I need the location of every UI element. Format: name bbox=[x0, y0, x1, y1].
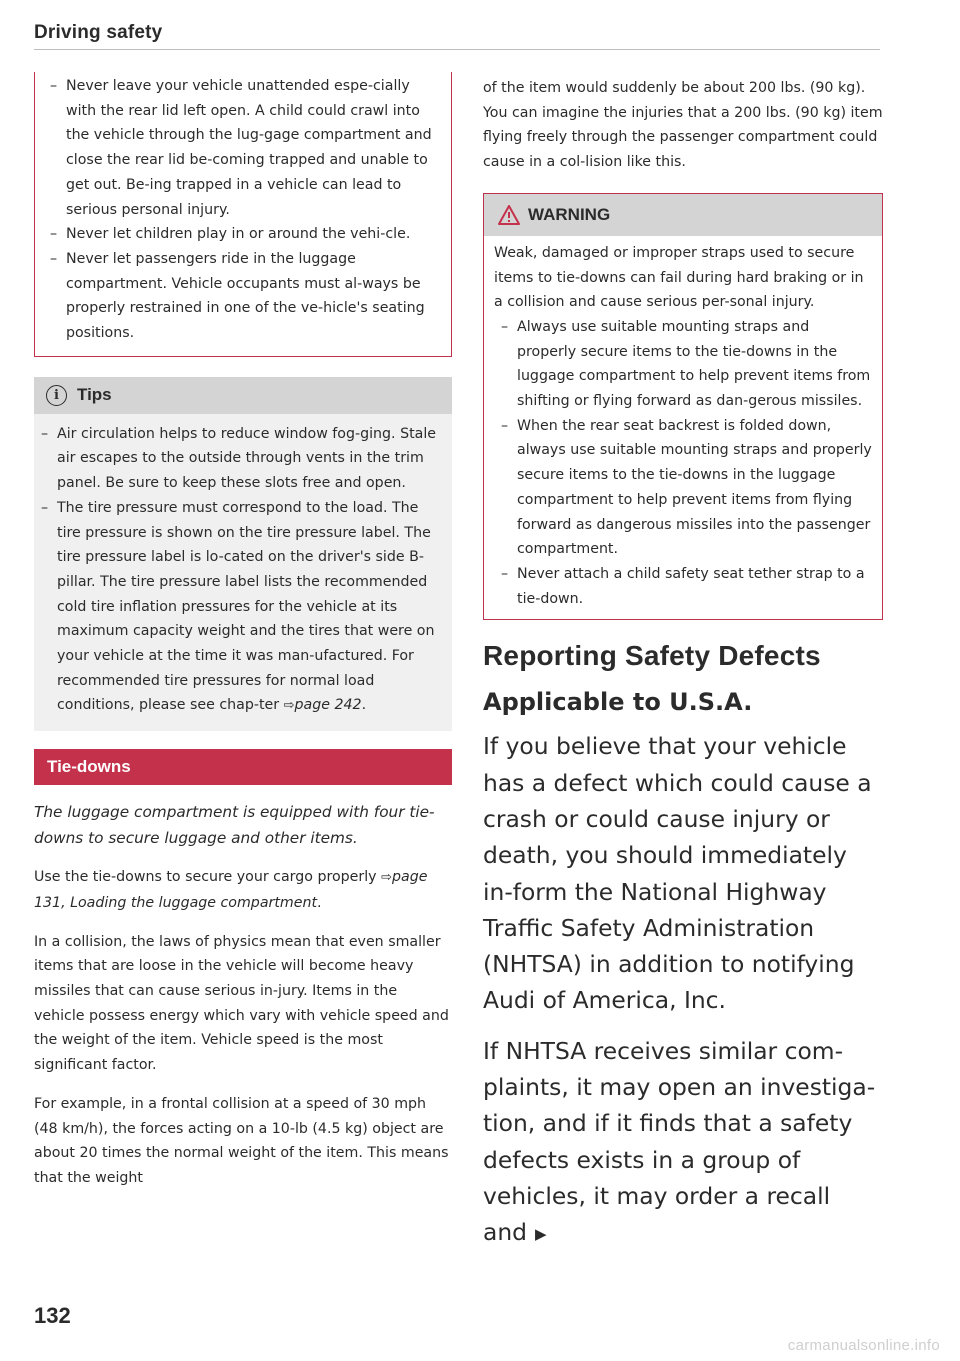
warning-item-2: When the rear seat backrest is folded down, always use suitable mounting straps and properly secure items to the tie-downs in the luggage compartment to help prevent items from flying forward as dangerous missiles into the passenger compartment. bbox=[517, 417, 872, 558]
list-item bbox=[494, 562, 872, 611]
page-reference-link[interactable]: page 242 bbox=[294, 697, 362, 714]
warning-body bbox=[484, 236, 882, 620]
continue-arrow-icon: ▶ bbox=[535, 1224, 547, 1243]
list-item bbox=[34, 496, 440, 719]
warning-header bbox=[484, 194, 882, 236]
reporting-paragraph-1: If you believe that your vehicle has a defect which could cause a crash or could cause injury or death, you should immediately in-form the National Highway Traffic Safety Administration (NHTSA) in addition to notifying Audi of America, Inc. bbox=[483, 732, 872, 1015]
warning-triangle-icon bbox=[498, 205, 520, 225]
tips-list bbox=[34, 422, 440, 719]
dash-bullet: – bbox=[501, 318, 509, 335]
tips-item-2: The tire pressure must correspond to the load. The tire pressure is shown on the tire pressure label. The tire pressure label is lo-cated on the driver's side B-pillar. The tire pressure label lists the recommended cold tire inflation pressures for the vehicle at its maximum capacity weight and the tires that were on your vehicle at the time it was man-ufactured. For recommended tire pressures for normal load conditions, please see chap-ter bbox=[57, 499, 435, 714]
page-header: Driving safety bbox=[34, 22, 163, 43]
header-divider bbox=[34, 49, 880, 50]
list-item bbox=[43, 222, 441, 247]
caution-list bbox=[43, 74, 441, 346]
tiedowns-paragraph-2: In a collision, the laws of physics mean that even smaller items that are loose in the vehicle will become heavy missiles that can cause serious in-jury. Items in the vehicle possess energy which vary with vehicle speed and the weight of the item. Vehicle speed is the most significant factor. bbox=[34, 933, 449, 1074]
dash-bullet: – bbox=[50, 78, 58, 94]
warning-list bbox=[494, 315, 872, 611]
tips-title: Tips bbox=[77, 385, 112, 405]
info-icon: i bbox=[46, 385, 67, 406]
continuation-paragraph: of the item would suddenly be about 200 lbs. (90 kg). You can imagine the injuries that a 200 lbs. (90 kg) item flying freely through the passenger compartment could cause in a col-lision like this. bbox=[483, 80, 883, 171]
warning-box bbox=[483, 193, 883, 621]
page-number: 132 bbox=[34, 1303, 71, 1328]
dash-bullet: – bbox=[41, 499, 49, 516]
reporting-paragraph-2-text: If NHTSA receives similar com-plaints, it may open an investiga-tion, and if it finds that a safety defects exists in a group of vehicles, it may order a recall and bbox=[483, 1036, 876, 1247]
caution-item-3: Never let passengers ride in the luggage compartment. Vehicle occupants must al-ways be properly restrained in one of the ve-hicle's seating positions. bbox=[66, 250, 425, 342]
caution-item-2: Never let children play in or around the vehi-cle. bbox=[66, 226, 411, 243]
caution-box bbox=[34, 72, 452, 357]
warning-title: WARNING bbox=[528, 204, 611, 224]
reporting-paragraph-2 bbox=[483, 1033, 883, 1252]
tips-body bbox=[34, 414, 452, 731]
dash-bullet: – bbox=[50, 226, 58, 243]
arrow-right-icon: ⇨ bbox=[381, 870, 392, 886]
warning-item-3: Never attach a child safety seat tether strap to a tie-down. bbox=[517, 565, 865, 607]
page-reference-link[interactable]: page 131, Loading the luggage compartment bbox=[34, 869, 428, 911]
section-subtitle: Applicable to U.S.A. bbox=[483, 688, 753, 717]
tiedowns-paragraph-3: For example, in a frontal collision at a speed of 30 mph (48 km/h), the forces acting on a 10-lb (4.5 kg) object are about 20 times the normal weight of the item. This means that the weight bbox=[34, 1095, 449, 1186]
caution-item-1: Never leave your vehicle unattended espe-cially with the rear lid left open. A child could crawl into the vehicle through the lug-gage compartment and close the rear lid be-coming trapped and unable to get out. Be-ing trapped in a vehicle can lead to serious personal injury. bbox=[66, 78, 432, 218]
list-item bbox=[34, 422, 440, 496]
warning-intro: Weak, damaged or improper straps used to secure items to tie-downs can fail during hard braking or in a collision and cause serious per-sonal injury. bbox=[494, 244, 864, 311]
arrow-right-icon: ⇨ bbox=[283, 698, 295, 714]
para-1-text: Use the tie-downs to secure your cargo properly bbox=[34, 869, 377, 886]
list-item bbox=[43, 247, 441, 346]
list-item bbox=[43, 74, 441, 222]
tips-item-2-end: . bbox=[361, 697, 367, 714]
right-column bbox=[483, 72, 883, 1252]
dash-bullet: – bbox=[50, 250, 58, 267]
tips-item-1: Air circulation helps to reduce window fog-ging. Stale air escapes to the outside through vents in the trim panel. Be sure to keep these slots free and open. bbox=[57, 425, 437, 492]
dash-bullet: – bbox=[501, 565, 509, 582]
tiedowns-section-header: Tie-downs bbox=[34, 749, 452, 785]
dash-bullet: – bbox=[41, 425, 49, 442]
left-column bbox=[34, 72, 452, 1191]
watermark: carmanualsonline.info bbox=[787, 1337, 940, 1354]
section-title: Reporting Safety Defects bbox=[483, 640, 821, 672]
list-item bbox=[494, 414, 872, 562]
tips-header bbox=[34, 377, 452, 414]
list-item bbox=[494, 315, 872, 414]
para-1-end: . bbox=[317, 894, 322, 911]
tiedowns-intro: The luggage compartment is equipped with four tie-downs to secure luggage and other items. bbox=[34, 803, 435, 848]
tiedowns-paragraph-1 bbox=[34, 865, 452, 915]
dash-bullet: – bbox=[501, 417, 509, 434]
warning-item-1: Always use suitable mounting straps and properly secure items to the tie-downs in the luggage compartment to help prevent items from shifting or flying forward as dan-gerous missiles. bbox=[517, 318, 871, 410]
